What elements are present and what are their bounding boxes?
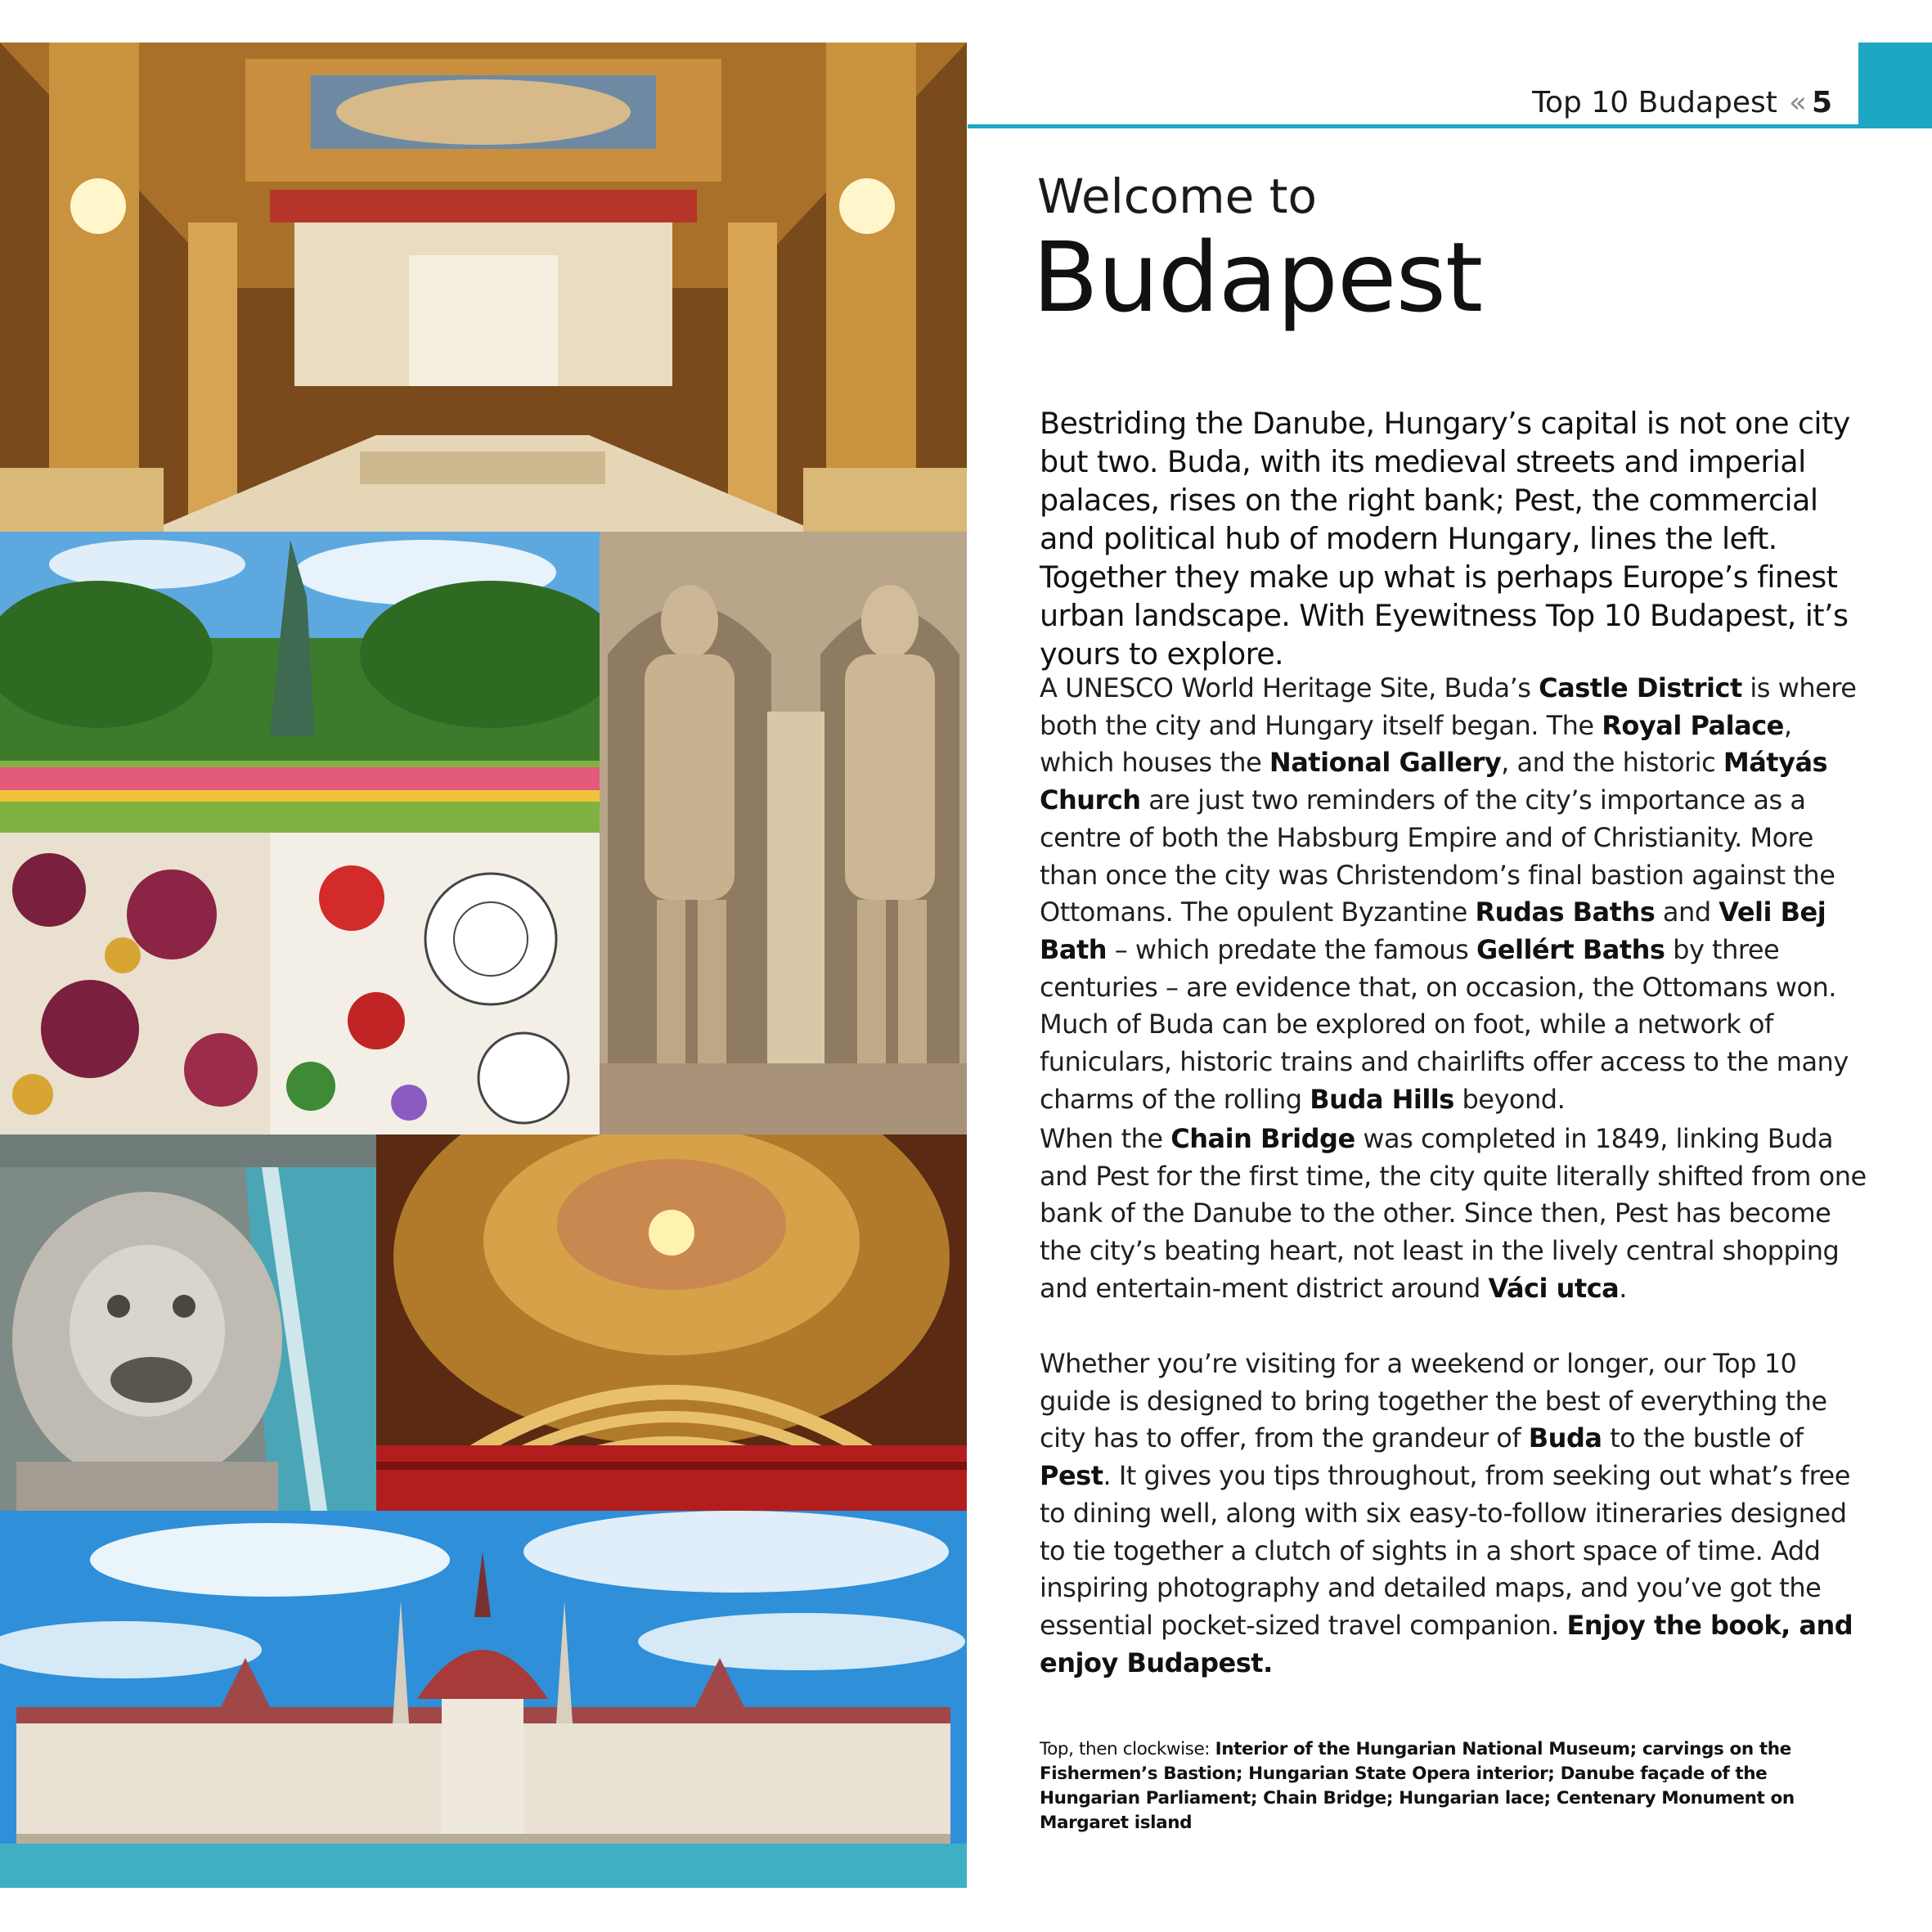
bold-term: Chain Bridge (1170, 1123, 1355, 1154)
text-span: , which houses the (1040, 709, 1792, 779)
text-span: When the (1040, 1123, 1171, 1154)
photo-fishermens-bastion-carvings (600, 532, 967, 1134)
header-rule (968, 124, 1932, 128)
running-head (1532, 85, 1832, 121)
text-span: . (1619, 1272, 1627, 1304)
text-span: are just two reminders of the city’s importance as a centre of both the Habsburg Empire and of Christianity. More than once the city was Christendom’s final bastion against the Ottomans. The opulent Byzantine (1040, 784, 1835, 928)
photo-hungarian-parliament (0, 1511, 967, 1888)
running-head-title: Top 10 Budapest (1532, 86, 1777, 119)
body-paragraph-2 (1040, 1121, 1867, 1308)
text-span: and (1655, 896, 1719, 928)
text-span: Whether you’re visiting for a weekend or longer, our Top 10 guide is designed to bring together the best of everything the city has to offer, from the grandeur of (1040, 1348, 1827, 1454)
chevron-left-icon: « (1788, 86, 1804, 119)
text-span: by three centuries – are evidence that, on occasion, the Ottomans won. Much of Buda can be explored on foot, while a network of funiculars, historic trains and chairlifts offer access to the many charms of the rolling (1040, 933, 1849, 1115)
bold-term: Buda (1528, 1422, 1602, 1454)
caption-lead: Top, then clockwise: (1040, 1739, 1215, 1759)
text-span: is where both the city and Hungary itself began. The (1040, 672, 1857, 741)
photo-state-opera-interior (376, 1134, 967, 1511)
photo-chain-bridge (0, 1134, 376, 1511)
lead-paragraph: Bestriding the Danube, Hungary’s capital is not one city but two. Buda, with its medieval streets and imperial palaces, rises on the right bank; Pest, the commercial and political hub of modern Hungary, lines the left. Together they make up what is perhaps Europe’s finest urban landscape. With Eyewitness Top 10 Budapest, it’s yours to explore. (1040, 406, 1850, 672)
photo-national-museum-interior (0, 43, 967, 532)
bold-term: Gellért Baths (1476, 933, 1665, 965)
photo-centenary-monument (0, 532, 600, 833)
photo-caption (1040, 1737, 1858, 1835)
bold-term: National Gallery (1269, 747, 1502, 779)
bold-term: Castle District (1539, 672, 1742, 703)
bold-term: Enjoy the book, and enjoy Budapest. (1040, 1609, 1853, 1678)
caption-text: Interior of the Hungarian National Museum; carvings on the Fishermen’s Bastion; Hungarian State Opera interior; Danube façade of the Hungarian Parliament; Chain Bridge; Hungarian lace; Centenary Monument on Margaret island (1040, 1739, 1795, 1833)
text-span: . It gives you tips throughout, from seeking out what’s free to dining well, along with six easy-to-follow itineraries designed to tie together a clutch of sights in a short space of time. Add inspiring photography and detailed maps, and you’ve got the essential pocket-sized travel companion. (1040, 1460, 1850, 1641)
bold-term: Buda Hills (1310, 1083, 1454, 1115)
body-paragraph-3 (1040, 1346, 1867, 1682)
bold-term: Pest (1040, 1460, 1103, 1492)
page-number: 5 (1811, 86, 1832, 119)
body-paragraph-1 (1040, 670, 1867, 1118)
bold-term: Váci utca (1488, 1272, 1620, 1304)
page-title-line1: Welcome to (1037, 168, 1317, 224)
bold-term: Rudas Baths (1475, 896, 1656, 928)
text-span: beyond. (1453, 1083, 1566, 1115)
bold-term: Mátyás Church (1040, 747, 1828, 816)
text-span: A UNESCO World Heritage Site, Buda’s (1040, 672, 1539, 703)
header-tab (1858, 43, 1932, 128)
text-span: – which predate the famous (1107, 933, 1477, 965)
photo-collage (0, 43, 967, 1888)
photo-hungarian-lace (0, 833, 600, 1134)
text-span: was completed in 1849, linking Buda and Pest for the first time, the city quite literally shifted from one bank of the Danube to the other. Since then, Pest has become the city’s beating heart, not least in the lively central shopping and entertain-ment district around (1040, 1123, 1867, 1304)
text-span: to the bustle of (1602, 1422, 1804, 1454)
text-span: , and the historic (1501, 747, 1723, 779)
bold-term: Veli Bej Bath (1040, 896, 1826, 965)
bold-term: Royal Palace (1602, 709, 1784, 741)
page-title-line2: Budapest (1032, 221, 1483, 334)
